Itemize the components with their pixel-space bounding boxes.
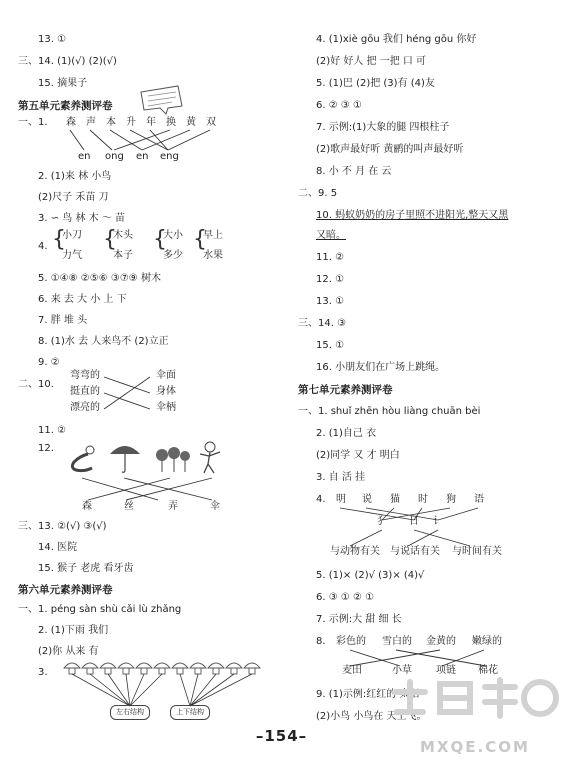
u7-q4-radical: 讠 (433, 516, 443, 527)
u7-answer-q5: 5. (1)× (2)√ (3)× (4)√ (316, 570, 425, 581)
u7-q4-char: 狗 (446, 494, 456, 505)
u7-q4-category: 与动物有关 (330, 546, 380, 557)
q4-word: 木头 (113, 230, 133, 241)
answer-r11: 11. ② (316, 252, 345, 263)
q1-pinyin: en (78, 151, 91, 162)
u7-q8-adj: 金黄的 (426, 636, 456, 647)
u7-answer-q3: 3. 自 活 挂 (316, 472, 366, 483)
q12-label: 12. (38, 443, 54, 454)
u7-answer-q9b: (2)小鸟 小鸟在 天上飞。 (316, 711, 427, 722)
q1-char: 本 (106, 117, 116, 128)
u7-q8-matching-lines (340, 648, 500, 668)
u7-answer-q2a: 2. (1)自己 衣 (316, 428, 377, 439)
u7-answer-q6: 6. ③ ① ② ① (316, 592, 375, 603)
u7-answer-q9a: 9. (1)示例:红红的 太阳 (316, 689, 420, 700)
u6-q3-box2: 上下结构 (170, 705, 210, 720)
q10-label: 二、10. (18, 379, 54, 390)
answer-q6: 6. 来 去 大 小 上 下 (38, 294, 127, 305)
u7-q4-char: 猫 (390, 494, 400, 505)
q12-matching-lines (70, 476, 230, 504)
q12-word: 森 (82, 501, 92, 512)
answer-q3: 3. ∽ 鸟 林 木 ～ 苗 (38, 213, 125, 224)
section-title-unit5: 第五单元素养测评卷 (18, 100, 113, 112)
u7-q8-adj: 雪白的 (382, 636, 412, 647)
q4-word: 大小 (163, 230, 183, 241)
answer-14b: 14. 医院 (38, 542, 78, 553)
u7-answer-q1: 一、1. shuǐ zhēn hòu liàng chuān bèi (298, 406, 481, 417)
q1-char: 换 (166, 117, 176, 128)
u7-q4-char: 时 (418, 494, 428, 505)
answer-q11: 11. ② (38, 425, 67, 436)
brace-glyph: { (193, 227, 207, 252)
brace-glyph: { (103, 227, 117, 252)
q12-word: 伞 (210, 501, 220, 512)
q1-char: 声 (86, 117, 96, 128)
u6-q3-box1: 左右结构 (110, 705, 150, 720)
answer-r8: 8. 小 不 月 在 云 (316, 166, 392, 177)
u7-q4-label: 4. (316, 494, 326, 505)
answer-r10b: 又暗。 (316, 230, 346, 241)
q4-word: 本子 (113, 250, 133, 261)
u7-q8-noun: 小草 (392, 665, 412, 676)
q1-pinyin: en (136, 151, 149, 162)
answer-13b: 三、13. ②(√) ③(√) (18, 521, 107, 532)
answer-13: 13. ① (38, 34, 67, 45)
q4-word: 小刀 (62, 230, 82, 241)
u7-q4-char: 语 (474, 494, 484, 505)
brace-glyph: { (153, 227, 167, 252)
brace-glyph: { (52, 227, 66, 252)
answer-q9: 9. ② (38, 357, 60, 368)
q1-pinyin: ong (105, 151, 124, 162)
answer-r15: 15. ① (316, 340, 345, 351)
q1-char: 森 (66, 117, 76, 128)
answer-r4b: (2)好 好人 把 一把 口 可 (316, 56, 427, 67)
u7-q4-category: 与说话有关 (390, 546, 440, 557)
watermark-text: MXQE.COM (420, 738, 530, 756)
q1-pinyin: eng (160, 151, 179, 162)
q4-word: 多少 (163, 250, 183, 261)
answer-15: 15. 摘果子 (38, 78, 88, 89)
u7-q4-radical: 犭 (377, 516, 387, 527)
u7-q4-char: 说 (362, 494, 372, 505)
q10-left-item: 挺直的 (70, 386, 100, 397)
q10-right-item: 伞面 (156, 370, 176, 381)
q4-word: 早上 (203, 230, 223, 241)
answer-r7b: (2)歌声最好听 黄鹂的叫声最好听 (316, 144, 464, 155)
q1-char: 黄 (186, 117, 196, 128)
q12-word: 丝 (124, 501, 134, 512)
q4-word: 水果 (203, 250, 223, 261)
u7-q8-adj: 彩色的 (336, 636, 366, 647)
answer-14: 三、14. (1)(√) (2)(√) (18, 56, 117, 67)
q10-right-item: 身体 (156, 386, 176, 397)
answer-r5: 5. (1)巴 (2)把 (3)有 (4)友 (316, 78, 435, 89)
answer-r6: 6. ② ③ ① (316, 100, 362, 111)
page-number: –154– (255, 727, 308, 745)
u7-q8-adj: 嫩绿的 (472, 636, 502, 647)
q10-matching-lines (102, 370, 154, 416)
child-icon (196, 440, 226, 476)
q1-char: 双 (206, 117, 216, 128)
q10-left-item: 漂亮的 (70, 402, 100, 413)
answer-r7: 7. 示例:(1)大象的腿 四根柱子 (316, 122, 450, 133)
answer-15b: 15. 猴子 老虎 看牙齿 (38, 563, 134, 574)
answer-r4: 4. (1)xiè gōu 我们 héng gōu 你好 (316, 34, 477, 45)
section-title-unit7: 第七单元素养测评卷 (298, 384, 393, 396)
u7-q8-noun: 项链 (436, 665, 456, 676)
answer-q7: 7. 胖 堆 头 (38, 315, 88, 326)
umbrella-icon (108, 440, 142, 474)
u7-q4-radical: 日 (409, 516, 419, 527)
q10-left-item: 弯弯的 (70, 370, 100, 381)
answer-r13: 13. ① (316, 296, 345, 307)
u7-q4-char: 明 (336, 494, 346, 505)
q1-label: 一、1. (18, 117, 48, 128)
q12-word: 弄 (168, 501, 178, 512)
answer-q2b: (2)尺子 禾苗 刀 (38, 192, 109, 203)
u7-answer-q2b: (2)同学 又 才 明白 (316, 450, 400, 461)
section-title-unit6: 第六单元素养测评卷 (18, 584, 113, 596)
q1-char: 年 (146, 117, 156, 128)
answer-r14: 三、14. ③ (298, 318, 347, 329)
u7-q8-label: 8. (316, 636, 326, 647)
u6-answer-q1: 一、1. péng sàn shù cǎi lù zhǎng (18, 604, 182, 615)
u7-q8-noun: 麦田 (342, 665, 362, 676)
q4-word: 力气 (62, 250, 82, 261)
answer-r16: 16. 小朋友们在广场上跳绳。 (316, 362, 446, 373)
answer-q2a: 2. (1)来 林 小鸟 (38, 171, 112, 182)
u6-answer-q2a: 2. (1)下雨 我们 (38, 625, 109, 636)
answer-r9: 二、9. 5 (298, 188, 338, 199)
answer-r12: 12. ① (316, 274, 345, 285)
stamp-icon (138, 84, 184, 116)
u6-answer-q2b: (2)你 从来 有 (38, 646, 99, 657)
u7-answer-q7: 7. 示例:大 甜 细 长 (316, 614, 402, 625)
q10-right-item: 伞柄 (156, 402, 176, 413)
silkworm-icon (66, 444, 98, 474)
q4-label: 4. (38, 241, 48, 252)
u7-q8-noun: 棉花 (478, 665, 498, 676)
u7-q4-category: 与时间有关 (452, 546, 502, 557)
q1-char: 升 (126, 117, 136, 128)
answer-q8: 8. (1)水 去 人来鸟不 (2)立正 (38, 336, 169, 347)
u6-q3-label: 3. (38, 667, 48, 678)
answer-q5: 5. ①④⑧ ②⑤⑥ ③⑦⑨ 树木 (38, 273, 161, 284)
trees-icon (154, 446, 190, 474)
answer-r10: 10. 蚂蚁奶奶的房子里照不进阳光,整天又黑 (316, 210, 509, 221)
mushroom-row-icon (60, 656, 270, 726)
